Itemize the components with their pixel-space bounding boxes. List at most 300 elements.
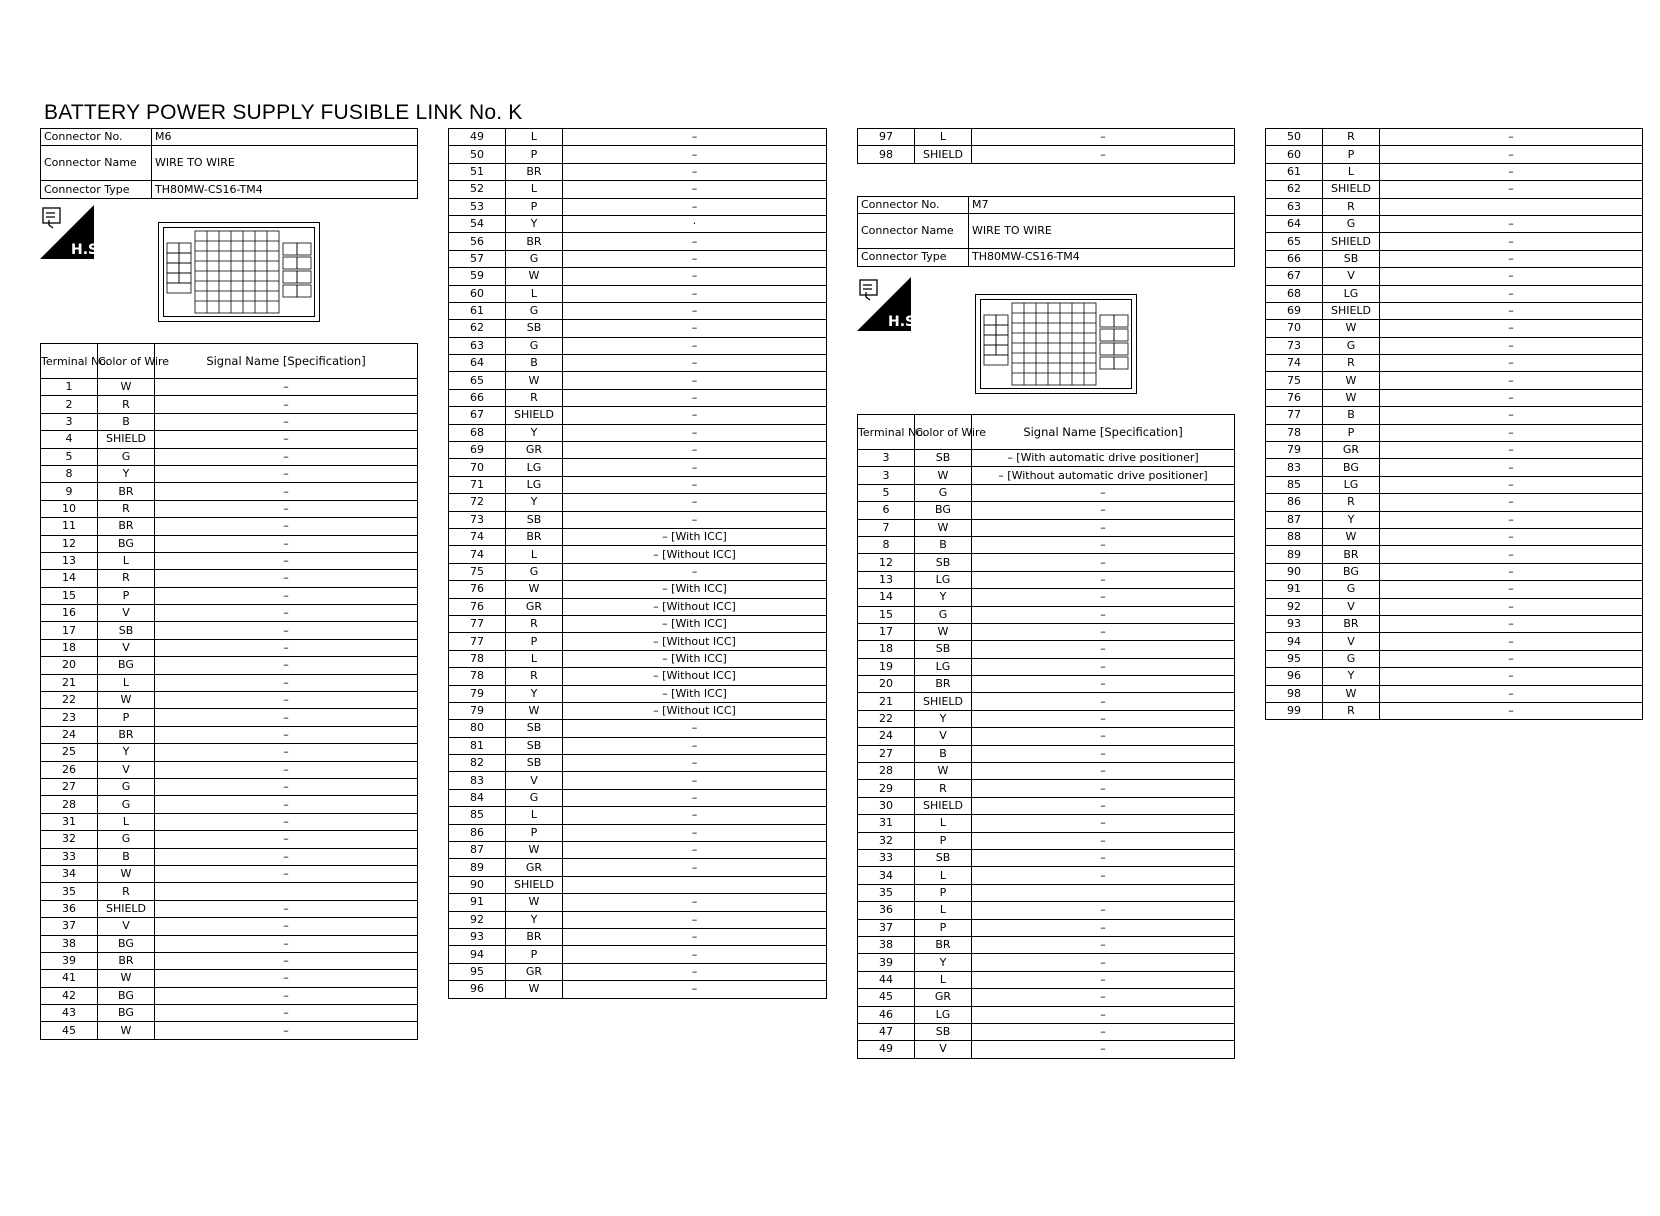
wire-color-cell: LG — [915, 571, 972, 588]
column-1-terminals — [40, 343, 417, 1040]
wire-color-cell: L — [506, 285, 563, 302]
terminal-table-m6-part2 — [448, 128, 827, 999]
signal-name-cell: – — [563, 842, 827, 859]
column-4 — [1265, 128, 1642, 720]
terminal-no-cell: 18 — [41, 639, 98, 656]
table-row — [41, 692, 418, 709]
wire-color-cell: BG — [98, 987, 155, 1004]
terminal-no-cell: 37 — [858, 919, 915, 936]
signal-name-cell: – — [563, 981, 827, 998]
wire-color-cell: BG — [98, 535, 155, 552]
wire-color-cell: G — [98, 796, 155, 813]
table-row — [1266, 442, 1643, 459]
terminal-no-cell: 71 — [449, 476, 506, 493]
terminal-no-cell: 66 — [449, 389, 506, 406]
wire-color-cell: L — [506, 546, 563, 563]
terminal-no-cell: 73 — [1266, 337, 1323, 354]
wire-color-cell: BR — [98, 518, 155, 535]
table-row — [449, 911, 827, 928]
table-row — [858, 710, 1235, 727]
table-row — [858, 129, 1235, 146]
terminal-no-cell: 92 — [1266, 598, 1323, 615]
signal-name-cell: – [With ICC] — [563, 650, 827, 667]
table-row — [858, 763, 1235, 780]
signal-name-cell: – — [155, 1022, 418, 1039]
terminal-no-cell: 13 — [858, 571, 915, 588]
wire-color-cell: L — [98, 552, 155, 569]
table-row — [1266, 181, 1643, 198]
table-row — [449, 807, 827, 824]
wire-color-cell: Y — [1323, 668, 1380, 685]
wire-color-cell: L — [915, 902, 972, 919]
wire-color-cell: SB — [506, 511, 563, 528]
wire-color-cell: W — [915, 763, 972, 780]
wire-color-cell: BR — [98, 952, 155, 969]
wire-color-cell: W — [1323, 389, 1380, 406]
wire-color-cell: B — [915, 536, 972, 553]
wire-color-cell: B — [98, 848, 155, 865]
signal-name-cell: – — [972, 589, 1235, 606]
signal-name-cell: – — [155, 587, 418, 604]
table-row — [1266, 633, 1643, 650]
terminal-no-cell: 61 — [449, 302, 506, 319]
wire-color-cell: V — [98, 761, 155, 778]
table-row — [41, 379, 418, 396]
table-row — [449, 685, 827, 702]
terminal-no-cell: 22 — [41, 692, 98, 709]
table-row — [449, 946, 827, 963]
terminal-no-cell: 83 — [1266, 459, 1323, 476]
table-row — [449, 720, 827, 737]
signal-name-cell: – — [972, 1006, 1235, 1023]
wire-color-cell: V — [98, 918, 155, 935]
terminal-no-cell: 45 — [41, 1022, 98, 1039]
signal-name-cell: – — [563, 302, 827, 319]
signal-name-cell: – — [563, 129, 827, 146]
signal-name-cell: – — [972, 919, 1235, 936]
signal-name-cell: – — [972, 641, 1235, 658]
terminal-no-cell: 76 — [449, 598, 506, 615]
terminal-no-cell: 36 — [858, 902, 915, 919]
signal-name-cell: – — [1380, 337, 1643, 354]
signal-name-cell: – — [1380, 302, 1643, 319]
wire-color-cell: W — [1323, 685, 1380, 702]
terminal-no-cell: 86 — [1266, 494, 1323, 511]
wire-color-cell: BR — [915, 676, 972, 693]
terminal-no-cell: 34 — [858, 867, 915, 884]
table-row — [1266, 407, 1643, 424]
signal-name-cell: – — [563, 494, 827, 511]
table-row — [858, 867, 1235, 884]
connector-face-diagram — [975, 294, 1137, 394]
terminal-no-cell: 17 — [41, 622, 98, 639]
terminal-no-cell: 93 — [449, 928, 506, 945]
table-row — [449, 859, 827, 876]
table-row — [449, 650, 827, 667]
signal-name-cell — [972, 884, 1235, 901]
wire-color-cell: W — [915, 467, 972, 484]
terminal-no-cell: 33 — [41, 848, 98, 865]
terminal-no-cell: 97 — [858, 129, 915, 146]
table-row — [449, 668, 827, 685]
table-row — [449, 494, 827, 511]
wire-color-cell: SB — [506, 720, 563, 737]
signal-name-cell: – — [1380, 129, 1643, 146]
signal-name-cell: – — [972, 658, 1235, 675]
terminal-no-cell: 28 — [858, 763, 915, 780]
terminal-no-cell: 57 — [449, 250, 506, 267]
signal-name-cell: – — [1380, 285, 1643, 302]
wire-color-cell: SHIELD — [915, 797, 972, 814]
table-row — [858, 745, 1235, 762]
signal-name-cell: – — [563, 789, 827, 806]
terminal-no-cell: 86 — [449, 824, 506, 841]
table-row — [858, 554, 1235, 571]
terminal-no-cell: 49 — [858, 1041, 915, 1058]
table-row — [1266, 268, 1643, 285]
terminal-no-cell: 99 — [1266, 702, 1323, 719]
terminal-no-cell: 27 — [858, 745, 915, 762]
table-row — [41, 761, 418, 778]
wire-color-cell: L — [98, 813, 155, 830]
terminal-no-cell: 68 — [449, 424, 506, 441]
signal-name-cell: – — [155, 692, 418, 709]
table-row — [41, 1022, 418, 1039]
terminal-no-cell: 20 — [858, 676, 915, 693]
signal-name-cell: – — [155, 657, 418, 674]
signal-name-cell: – — [972, 849, 1235, 866]
connector-no-label: Connector No. — [858, 196, 969, 213]
table-row — [858, 919, 1235, 936]
table-row — [449, 389, 827, 406]
wire-color-cell: W — [98, 865, 155, 882]
terminal-no-cell: 3 — [858, 450, 915, 467]
table-row — [1266, 494, 1643, 511]
terminal-no-cell: 75 — [449, 563, 506, 580]
signal-name-cell: – — [1380, 546, 1643, 563]
connector-name-value: WIRE TO WIRE — [969, 214, 1235, 249]
signal-name-cell: – — [1380, 372, 1643, 389]
signal-header: Signal Name [Specification] — [972, 415, 1235, 450]
terminal-no-cell: 11 — [41, 518, 98, 535]
signal-name-cell: – — [972, 536, 1235, 553]
wire-color-cell: LG — [506, 476, 563, 493]
table-row — [449, 737, 827, 754]
connector-info-m6 — [40, 128, 418, 199]
signal-name-cell: – — [972, 902, 1235, 919]
terminal-no-header: Terminal No. — [41, 344, 98, 379]
wire-color-cell: W — [506, 702, 563, 719]
wire-color-cell: P — [915, 832, 972, 849]
terminal-no-cell: 70 — [1266, 320, 1323, 337]
terminal-no-cell: 76 — [449, 581, 506, 598]
signal-name-cell: – — [563, 407, 827, 424]
table-row — [41, 918, 418, 935]
signal-name-cell: – — [972, 129, 1235, 146]
signal-name-cell: – — [563, 233, 827, 250]
terminal-no-cell: 25 — [41, 744, 98, 761]
table-row — [449, 963, 827, 980]
wire-color-cell: SHIELD — [915, 693, 972, 710]
table-row — [41, 865, 418, 882]
signal-name-cell: – — [1380, 146, 1643, 163]
wire-color-cell: SB — [506, 755, 563, 772]
terminal-no-cell: 65 — [1266, 233, 1323, 250]
signal-name-cell: – — [155, 605, 418, 622]
table-row — [41, 1005, 418, 1022]
table-row — [1266, 233, 1643, 250]
wire-color-cell: V — [98, 605, 155, 622]
wire-color-cell: R — [98, 883, 155, 900]
table-row — [858, 728, 1235, 745]
terminal-no-cell: 14 — [41, 570, 98, 587]
connector-type-label: Connector Type — [41, 181, 152, 198]
signal-name-cell: – — [563, 476, 827, 493]
table-row — [858, 676, 1235, 693]
signal-name-cell: – [With automatic drive positioner] — [972, 450, 1235, 467]
terminal-no-cell: 89 — [1266, 546, 1323, 563]
signal-name-cell: – — [972, 936, 1235, 953]
signal-name-cell: – — [972, 954, 1235, 971]
table-row — [41, 744, 418, 761]
table-row — [41, 500, 418, 517]
signal-name-cell: – — [972, 676, 1235, 693]
table-row — [449, 233, 827, 250]
signal-name-cell: – — [155, 813, 418, 830]
wire-color-cell: Y — [915, 589, 972, 606]
terminal-no-cell: 87 — [449, 842, 506, 859]
wire-color-cell: W — [506, 372, 563, 389]
terminal-no-cell: 39 — [41, 952, 98, 969]
table-row — [41, 448, 418, 465]
table-row — [41, 483, 418, 500]
signal-name-cell: – — [563, 146, 827, 163]
table-row — [858, 1023, 1235, 1040]
wire-color-cell: LG — [1323, 476, 1380, 493]
wire-color-cell: G — [915, 606, 972, 623]
signal-name-cell — [563, 876, 827, 893]
table-row — [41, 709, 418, 726]
terminal-no-cell: 10 — [41, 500, 98, 517]
table-row — [1266, 511, 1643, 528]
signal-name-cell: – — [972, 146, 1235, 163]
wire-color-cell: GR — [506, 963, 563, 980]
wire-color-cell: L — [915, 867, 972, 884]
signal-name-cell: – — [972, 745, 1235, 762]
terminal-no-cell: 78 — [449, 668, 506, 685]
terminal-no-cell: 79 — [449, 702, 506, 719]
signal-name-cell: – — [563, 859, 827, 876]
terminal-no-cell: 96 — [449, 981, 506, 998]
terminal-no-cell: 61 — [1266, 163, 1323, 180]
terminal-no-cell: 17 — [858, 623, 915, 640]
table-row — [858, 1041, 1235, 1058]
table-row — [1266, 598, 1643, 615]
signal-name-cell: – — [1380, 476, 1643, 493]
signal-name-cell: – — [1380, 459, 1643, 476]
hs-label: H.S. — [71, 242, 104, 258]
connector-type-label: Connector Type — [858, 249, 969, 266]
terminal-no-cell: 20 — [41, 657, 98, 674]
table-row — [449, 337, 827, 354]
terminal-no-cell: 66 — [1266, 250, 1323, 267]
table-row — [449, 981, 827, 998]
table-row — [858, 606, 1235, 623]
table-row — [41, 570, 418, 587]
signal-name-cell: – — [1380, 668, 1643, 685]
signal-name-cell: – — [563, 807, 827, 824]
table-row — [449, 928, 827, 945]
signal-name-cell: – — [155, 744, 418, 761]
wire-color-cell: Y — [1323, 511, 1380, 528]
terminal-no-cell: 8 — [41, 465, 98, 482]
wire-color-cell: BR — [1323, 615, 1380, 632]
wire-color-cell: R — [98, 396, 155, 413]
signal-name-cell: – — [972, 763, 1235, 780]
table-row — [449, 876, 827, 893]
wire-color-cell: G — [506, 250, 563, 267]
wire-color-cell: Y — [915, 710, 972, 727]
table-row — [1266, 476, 1643, 493]
table-row — [41, 605, 418, 622]
terminal-no-cell: 31 — [41, 813, 98, 830]
terminal-no-cell: 5 — [41, 448, 98, 465]
signal-name-cell: – [With ICC] — [563, 528, 827, 545]
column-3 — [857, 128, 1234, 267]
wire-color-cell: P — [98, 709, 155, 726]
terminal-no-cell: 51 — [449, 163, 506, 180]
signal-name-cell: – — [972, 606, 1235, 623]
signal-name-cell: – — [972, 502, 1235, 519]
terminal-no-cell: 77 — [1266, 407, 1323, 424]
wire-color-cell: Y — [506, 215, 563, 232]
signal-name-cell: – — [155, 396, 418, 413]
table-row — [449, 407, 827, 424]
table-row — [858, 536, 1235, 553]
signal-name-cell: – — [1380, 563, 1643, 580]
terminal-no-cell: 59 — [449, 268, 506, 285]
terminal-no-cell: 79 — [449, 685, 506, 702]
table-row — [1266, 198, 1643, 215]
terminal-no-cell: 15 — [858, 606, 915, 623]
signal-name-cell: – — [1380, 615, 1643, 632]
terminal-no-cell: 47 — [858, 1023, 915, 1040]
table-row — [1266, 285, 1643, 302]
table-row — [858, 936, 1235, 953]
signal-name-cell: – — [972, 1023, 1235, 1040]
table-row — [449, 372, 827, 389]
table-row — [41, 587, 418, 604]
wire-color-cell: W — [506, 894, 563, 911]
wire-color-cell: R — [506, 615, 563, 632]
wire-color-cell: V — [915, 1041, 972, 1058]
wire-color-cell: L — [506, 181, 563, 198]
wire-color-cell: G — [98, 831, 155, 848]
terminal-no-cell: 37 — [41, 918, 98, 935]
table-row — [449, 894, 827, 911]
wire-color-cell: W — [915, 519, 972, 536]
terminal-no-cell: 9 — [41, 483, 98, 500]
wire-color-cell: SB — [506, 737, 563, 754]
terminal-no-cell: 36 — [41, 900, 98, 917]
table-row — [449, 302, 827, 319]
signal-name-cell: – — [972, 815, 1235, 832]
terminal-no-cell: 23 — [41, 709, 98, 726]
signal-name-cell: – — [155, 761, 418, 778]
terminal-no-cell: 6 — [858, 502, 915, 519]
table-row — [858, 641, 1235, 658]
signal-name-cell: – — [1380, 233, 1643, 250]
signal-name-cell: – — [563, 181, 827, 198]
signal-name-cell: – — [155, 431, 418, 448]
table-row — [41, 413, 418, 430]
table-row — [858, 797, 1235, 814]
table-row — [858, 502, 1235, 519]
signal-name-cell: – — [155, 379, 418, 396]
terminal-no-cell: 65 — [449, 372, 506, 389]
terminal-no-cell: 77 — [449, 615, 506, 632]
table-row — [1266, 372, 1643, 389]
column-3-terminals — [857, 414, 1234, 1059]
table-row — [1266, 546, 1643, 563]
wire-color-cell: G — [506, 302, 563, 319]
terminal-no-cell: 24 — [858, 728, 915, 745]
terminal-no-cell: 77 — [449, 633, 506, 650]
signal-name-cell: – — [972, 971, 1235, 988]
table-row — [858, 146, 1235, 163]
table-row — [1266, 250, 1643, 267]
terminal-no-cell: 3 — [41, 413, 98, 430]
wire-color-cell: B — [1323, 407, 1380, 424]
signal-name-cell: – — [155, 709, 418, 726]
signal-name-cell: – — [563, 285, 827, 302]
signal-name-cell: – [Without ICC] — [563, 546, 827, 563]
table-row — [1266, 459, 1643, 476]
terminal-no-cell: 95 — [1266, 650, 1323, 667]
wire-color-cell: P — [506, 633, 563, 650]
signal-name-cell: – — [155, 639, 418, 656]
terminal-no-cell: 74 — [449, 546, 506, 563]
table-row — [1266, 528, 1643, 545]
signal-name-cell: – — [1380, 424, 1643, 441]
wire-color-cell: SHIELD — [506, 407, 563, 424]
terminal-no-cell: 82 — [449, 755, 506, 772]
wire-color-cell: P — [1323, 146, 1380, 163]
terminal-no-cell: 80 — [449, 720, 506, 737]
terminal-no-cell: 12 — [858, 554, 915, 571]
wire-color-cell: R — [1323, 355, 1380, 372]
terminal-no-cell: 32 — [41, 831, 98, 848]
connector-type-value: TH80MW-CS16-TM4 — [969, 249, 1235, 266]
wire-color-cell: L — [915, 971, 972, 988]
connector-no-value: M6 — [152, 129, 418, 146]
connector-name-value: WIRE TO WIRE — [152, 146, 418, 181]
wire-color-cell: L — [915, 129, 972, 146]
terminal-no-cell: 63 — [449, 337, 506, 354]
terminal-no-cell: 2 — [41, 396, 98, 413]
wire-color-cell: Y — [98, 465, 155, 482]
signal-name-cell: – — [563, 772, 827, 789]
terminal-no-cell: 27 — [41, 778, 98, 795]
terminal-no-cell: 12 — [41, 535, 98, 552]
terminal-no-cell: 85 — [449, 807, 506, 824]
signal-name-cell: – — [563, 459, 827, 476]
signal-name-cell: – — [972, 484, 1235, 501]
signal-name-cell: – — [155, 552, 418, 569]
wire-color-cell: G — [506, 563, 563, 580]
hs-label: H.S. — [888, 314, 921, 330]
signal-name-cell — [1380, 198, 1643, 215]
